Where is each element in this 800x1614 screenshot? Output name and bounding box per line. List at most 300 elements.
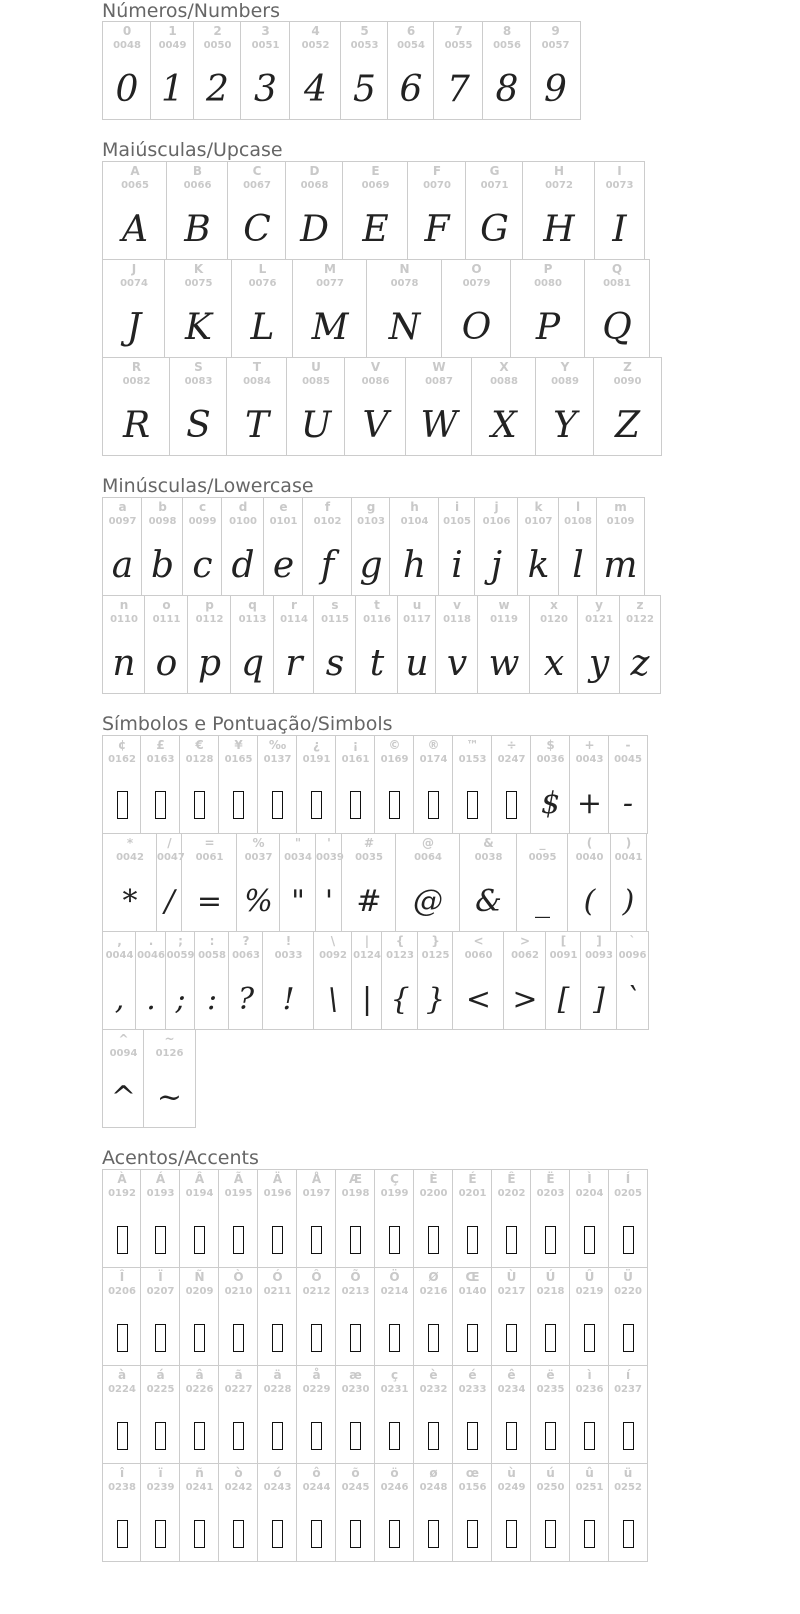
glyph-sample: @ [413,884,443,919]
code-label: 0089 [551,376,579,387]
glyph-cell-0077 [292,259,367,358]
glyph-sample: 3 [254,69,277,110]
code-label: 0045 [614,754,642,765]
char-label: V [370,360,381,374]
missing-glyph-box [180,778,219,830]
code-label: 0216 [419,1286,448,1297]
char-label: Œ [465,1270,480,1284]
code-label: 0153 [458,754,487,765]
glyph-sample: U [300,405,332,446]
missing-glyph-box [141,1212,180,1264]
glyph-cell-0037 [236,833,280,932]
missing-glyph-box [219,1506,258,1558]
glyph-cell-0034 [279,833,316,932]
glyph-cell-0086 [344,357,406,456]
glyph-cell-0045 [608,735,648,834]
char-label: 0 [122,24,132,38]
glyph-cell-0163 [140,735,180,834]
char-label: J [131,262,137,276]
glyph-sample: Q [602,307,632,348]
code-label: 0234 [497,1384,526,1395]
code-label: 0243 [263,1482,292,1493]
code-label: 0213 [341,1286,370,1297]
code-label: 0197 [302,1188,331,1199]
code-label: 0079 [462,278,491,289]
char-label: ? [242,934,250,948]
char-label: ó [273,1466,282,1480]
code-label: 0121 [585,614,613,625]
code-label: 0118 [443,614,471,625]
char-label: æ [349,1368,362,1382]
char-label: Ø [428,1270,439,1284]
glyph-cell-0230 [335,1365,375,1464]
glyph-sample: z [630,643,650,684]
code-label: 0112 [195,614,224,625]
glyph-cell-0162 [102,735,141,834]
glyph-cell-0119 [477,595,530,694]
notdef-box-icon [506,1226,517,1254]
code-label: 0246 [380,1482,409,1493]
code-label: 0058 [198,950,226,961]
code-label: 0227 [224,1384,253,1395]
code-label: 0098 [148,516,177,527]
char-label: c [198,500,207,514]
char-label: ¿ [313,738,320,752]
missing-glyph-box [570,1408,609,1460]
glyph-sample: | [361,982,373,1017]
code-label: 0248 [419,1482,448,1493]
glyph-cell-0069 [342,161,408,260]
char-label: y [595,598,603,612]
glyph-sample: M [311,307,349,348]
glyph-sample: - [622,786,634,821]
code-label: 0113 [238,614,267,625]
glyph-sample: Y [553,405,577,446]
glyph-cell-0246 [374,1463,414,1562]
char-label: Ù [506,1270,517,1284]
glyph-cell-0234 [491,1365,531,1464]
char-label: ™ [466,738,479,752]
glyph-sample: K [185,307,212,348]
glyph-cell-0046 [135,931,166,1030]
char-label: ] [596,934,602,948]
code-label: 0054 [397,40,425,51]
notdef-box-icon [272,1324,283,1352]
code-label: 0140 [458,1286,487,1297]
char-label: ù [507,1466,516,1480]
glyph-cell-0227 [218,1365,258,1464]
code-label: 0096 [618,950,647,961]
notdef-box-icon [350,791,361,819]
glyph-sample: / [164,884,175,919]
glyph-cell-0205 [608,1169,648,1268]
glyph-sample: t [369,643,385,684]
code-label: 0047 [157,852,185,863]
notdef-box-icon [194,1324,205,1352]
char-label: ö [390,1466,399,1480]
char-label: Ã [233,1172,244,1186]
code-label: 0241 [185,1482,214,1493]
missing-glyph-box [336,1506,375,1558]
glyph-cell-0071 [465,161,523,260]
char-label: A [130,164,140,178]
glyph-cell-0084 [226,357,287,456]
glyph-cell-0080 [510,259,585,358]
code-label: 0064 [414,852,442,863]
glyph-cell-0228 [257,1365,297,1464]
notdef-box-icon [584,1324,595,1352]
notdef-box-icon [389,1520,400,1548]
glyph-sample: ) [622,884,635,919]
notdef-box-icon [545,1520,556,1548]
char-label: - [625,738,631,752]
glyph-cell-0047 [156,833,185,932]
glyph-cell-0239 [140,1463,180,1562]
char-label: Æ [348,1172,363,1186]
glyph-cell-0116 [355,595,398,694]
glyph-sample: V [362,405,389,446]
code-label: 0049 [158,40,187,51]
glyph-cell-0232 [413,1365,453,1464]
code-label: 0060 [464,950,493,961]
glyph-cell-0098 [141,497,183,596]
glyph-cell-0113 [230,595,274,694]
notdef-box-icon [311,1324,322,1352]
glyph-cell-0096 [616,931,649,1030]
glyph-sample: s [325,643,345,684]
glyph-cell-0251 [569,1463,609,1562]
char-label: | [364,934,370,948]
glyph-cell-0033 [262,931,314,1030]
glyph-cell-0068 [285,161,343,260]
notdef-box-icon [545,1324,556,1352]
code-label: 0156 [458,1482,487,1493]
glyph-cell-0118 [435,595,478,694]
code-label: 0244 [302,1482,331,1493]
char-label: Ë [546,1172,555,1186]
char-label: ò [234,1466,243,1480]
code-label: 0057 [541,40,570,51]
code-label: 0067 [243,180,271,191]
char-label: é [468,1368,477,1382]
code-label: 0038 [474,852,503,863]
section-title-acentos-accents: Acentos/Accents [102,1147,259,1169]
glyph-sample: " [291,884,305,919]
char-label: ÷ [506,738,517,752]
code-label: 0228 [263,1384,292,1395]
glyph-cell-0049 [150,21,194,120]
code-label: 0040 [575,852,604,863]
code-label: 0088 [490,376,518,387]
notdef-box-icon [194,1422,205,1450]
notdef-box-icon [155,1324,166,1352]
glyph-cell-0237 [608,1365,648,1464]
glyph-sample: v [446,643,468,684]
char-label: £ [156,738,165,752]
char-label: m [614,500,627,514]
code-label: 0095 [528,852,557,863]
char-label: ) [625,836,632,850]
code-label: 0224 [108,1384,136,1395]
glyph-cell-0038 [459,833,517,932]
code-label: 0103 [357,516,385,527]
glyph-sample: ] [593,982,605,1017]
char-label: j [494,500,499,514]
notdef-box-icon [117,1226,128,1254]
glyph-cell-0044 [102,931,136,1030]
char-label: R [131,360,142,374]
glyph-cell-0213 [335,1267,375,1366]
notdef-box-icon [311,1226,322,1254]
code-label: 0046 [137,950,165,961]
code-label: 0083 [184,376,213,387]
missing-glyph-box [103,1408,141,1460]
missing-glyph-box [258,778,297,830]
char-label: } [431,934,440,948]
code-label: 0050 [203,40,232,51]
notdef-box-icon [117,1422,128,1450]
char-label: ø [429,1466,438,1480]
glyph-cell-0103 [351,497,390,596]
notdef-box-icon [428,1226,439,1254]
glyph-cell-0072 [522,161,595,260]
code-label: 0105 [443,516,471,527]
char-label: f [324,500,331,514]
code-label: 0201 [458,1188,487,1199]
glyph-sample: X [491,405,517,446]
glyph-cell-0109 [596,497,645,596]
code-label: 0042 [116,852,144,863]
code-label: 0162 [108,754,136,765]
code-label: 0081 [603,278,631,289]
glyph-cell-0206 [102,1267,141,1366]
missing-glyph-box [336,1310,375,1362]
missing-glyph-box [453,1506,492,1558]
glyph-sample: % [244,884,273,919]
glyph-cell-0094 [102,1029,144,1128]
missing-glyph-box [492,1212,531,1264]
glyph-cell-0219 [569,1267,609,1366]
glyph-sample: e [272,545,295,586]
glyph-sample: 8 [495,69,519,110]
missing-glyph-box [375,1212,414,1264]
char-label: b [158,500,167,514]
glyph-cell-0191 [296,735,336,834]
code-label: 0065 [121,180,149,191]
code-label: 0237 [614,1384,642,1395]
code-label: 0037 [244,852,273,863]
glyph-cell-0099 [182,497,222,596]
char-label: T [252,360,262,374]
char-label: : [209,934,215,948]
notdef-box-icon [350,1520,361,1548]
char-label: € [195,738,204,752]
code-label: 0033 [274,950,303,961]
char-label: e [279,500,288,514]
glyph-sample: . [146,982,156,1017]
glyph-sample: T [244,405,269,446]
char-label: W [432,360,446,374]
missing-glyph-box [531,1310,570,1362]
char-label: O [471,262,482,276]
glyph-cell-0123 [381,931,418,1030]
glyph-sample: ! [282,982,295,1017]
glyph-sample: p [197,643,222,684]
glyph-sample: 5 [353,69,376,110]
glyph-sample: \ [327,982,339,1017]
code-label: 0072 [545,180,573,191]
notdef-box-icon [350,1226,361,1254]
char-label: w [498,598,510,612]
missing-glyph-box [453,1310,492,1362]
glyph-cell-0056 [482,21,531,120]
glyph-sample: ~ [156,1080,183,1115]
section-title-maiusculas-upcase: Maiúsculas/Upcase [102,139,283,161]
missing-glyph-box [180,1310,219,1362]
missing-glyph-box [453,778,492,830]
char-label: o [162,598,171,612]
char-label: p [205,598,214,612]
char-label: Ú [545,1270,556,1284]
char-label: " [294,836,302,850]
notdef-box-icon [545,1422,556,1450]
missing-glyph-box [103,1310,141,1362]
glyph-cell-0083 [169,357,227,456]
char-label: # [363,836,375,850]
notdef-box-icon [233,791,244,819]
code-label: 0053 [350,40,379,51]
code-label: 0071 [480,180,509,191]
notdef-box-icon [272,791,283,819]
missing-glyph-box [219,1212,258,1264]
missing-glyph-box [297,778,336,830]
code-label: 0034 [284,852,312,863]
char-label: n [119,598,129,612]
char-label: s [331,598,339,612]
code-label: 0191 [302,754,331,765]
glyph-cell-0087 [405,357,472,456]
code-label: 0239 [146,1482,175,1493]
glyph-sample: H [543,209,575,250]
code-label: 0249 [497,1482,526,1493]
code-label: 0084 [243,376,271,387]
glyph-cell-0210 [218,1267,258,1366]
char-label: Ò [233,1270,244,1284]
code-label: 0203 [536,1188,565,1199]
char-label: É [468,1172,477,1186]
glyph-cell-0207 [140,1267,180,1366]
missing-glyph-box [492,778,531,830]
missing-glyph-box [531,1408,570,1460]
glyph-cell-0229 [296,1365,336,1464]
code-label: 0236 [575,1384,604,1395]
char-label: H [553,164,565,178]
char-label: , [117,934,122,948]
glyph-cell-0061 [181,833,237,932]
glyph-sample: l [572,545,584,586]
char-label: Û [584,1270,595,1284]
char-label: Ç [390,1172,399,1186]
notdef-box-icon [350,1422,361,1450]
char-label: F [432,164,442,178]
glyph-cell-0156 [452,1463,492,1562]
code-label: 0075 [184,278,213,289]
char-label: à [117,1368,127,1382]
glyph-sample: 9 [544,69,567,110]
char-label: Â [194,1172,205,1186]
notdef-box-icon [194,1520,205,1548]
glyph-cell-0039 [315,833,342,932]
notdef-box-icon [584,1520,595,1548]
glyph-cell-0112 [187,595,231,694]
glyph-cell-0102 [302,497,352,596]
notdef-box-icon [272,1520,283,1548]
glyph-sample: ( [583,884,596,919]
notdef-box-icon [311,1520,322,1548]
glyph-sample: 0 [115,69,139,110]
code-label: 0061 [195,852,224,863]
code-label: 0231 [380,1384,409,1395]
missing-glyph-box [103,778,141,830]
missing-glyph-box [375,778,414,830]
char-label: { [395,934,405,948]
glyph-sample: { [390,982,410,1017]
notdef-box-icon [623,1422,634,1450]
glyph-cell-0214 [374,1267,414,1366]
notdef-box-icon [584,1226,595,1254]
glyph-sample: 6 [399,69,423,110]
code-label: 0250 [536,1482,565,1493]
notdef-box-icon [389,1422,400,1450]
char-label: v [453,598,461,612]
missing-glyph-box [180,1408,219,1460]
glyph-cell-0248 [413,1463,453,1562]
glyph-cell-0101 [263,497,303,596]
notdef-box-icon [506,1422,517,1450]
code-label: 0117 [403,614,431,625]
glyph-cell-0169 [374,735,414,834]
glyph-sample: G [480,209,509,250]
char-label: S [194,360,203,374]
glyph-sample: _ [535,884,550,919]
glyph-cell-0093 [580,931,617,1030]
glyph-sample: b [150,545,175,586]
glyph-cell-0074 [102,259,165,358]
char-label: 8 [502,24,512,38]
code-label: 0115 [321,614,349,625]
glyph-cell-0035 [341,833,396,932]
glyph-cell-0036 [530,735,570,834]
glyph-cell-0078 [366,259,442,358]
glyph-sample: I [612,209,627,250]
char-label: ñ [195,1466,204,1480]
glyph-cell-0082 [102,357,170,456]
code-label: 0209 [185,1286,214,1297]
glyph-sample: f [320,545,335,586]
char-label: Ô [311,1270,322,1284]
glyph-cell-0076 [231,259,293,358]
char-label: P [543,262,553,276]
code-label: 0122 [626,614,654,625]
notdef-box-icon [428,1422,439,1450]
code-label: 0085 [302,376,330,387]
char-label: g [366,500,376,514]
glyph-sample: x [543,643,565,684]
glyph-cell-0195 [218,1169,258,1268]
missing-glyph-box [453,1408,492,1460]
code-label: 0212 [302,1286,331,1297]
code-label: 0092 [319,950,347,961]
